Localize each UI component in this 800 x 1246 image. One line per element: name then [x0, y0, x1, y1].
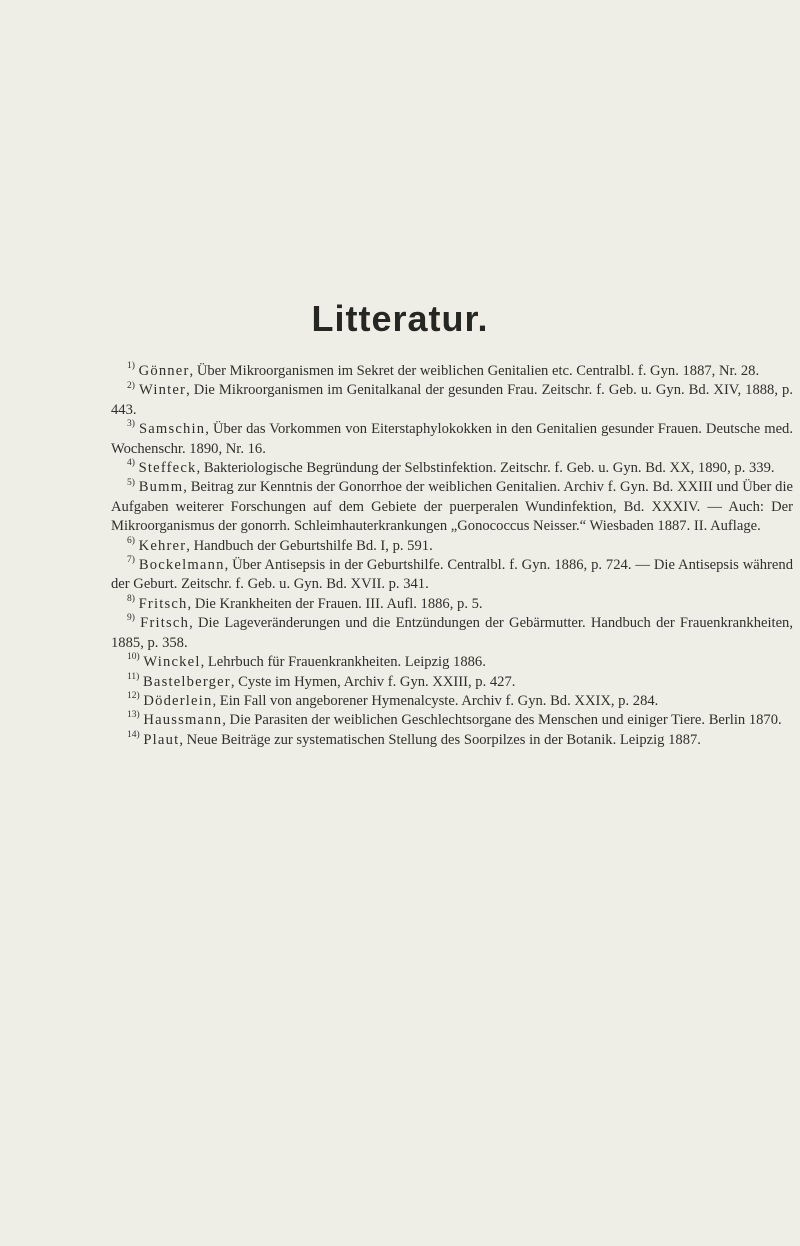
reference-item: $^{10)}$ Winckel, Lehrbuch für Frauenkrankheiten. Leipzig 1886. — [127, 652, 486, 671]
reference-text: , Die Krankheiten der Frauen. III. Aufl. 1886, p. 5. — [187, 595, 483, 612]
reference-author: Bastelberger — [142, 673, 231, 690]
reference-item: $^{5)}$ Bumm, Beitrag zur Kenntnis der Gonorrhoe der weiblichen Genitalien. Archiv f. Gyn. Bd. XXIII und Über die Aufgaben weiterer Forschungen auf dem Gebiete der puerperalen Wundinfektion, Bd. XXXIV. — Auch: Der Mikroorganismus der gonorrh. Schleimhauterkrankungen „Gonococcus Neisser.“ Wiesbaden 1887. II. Auflage. — [111, 477, 793, 535]
reference-item: $^{7)}$ Bockelmann, Über Antisepsis in der Geburtshilfe. Centralbl. f. Gyn. 1886, p. 724. — Die Antisepsis während der Geburt. Zeitschr. f. Geb. u. Gyn. Bd. XVII. p. 341. — [111, 555, 793, 593]
reference-item: $^{11)}$ Bastelberger, Cyste im Hymen, Archiv f. Gyn. XXIII, p. 427. — [127, 671, 516, 690]
reference-list — [111, 362, 793, 750]
reference-number: 2 — [127, 380, 132, 391]
reference-number: 7 — [127, 555, 132, 566]
reference-text: , Cyste im Hymen, Archiv f. Gyn. XXIII, p. 427. — [230, 673, 516, 690]
reference-item: $^{13)}$ Haussmann, Die Parasiten der weiblichen Geschlechtsorgane des Menschen und einiger Tiere. Berlin 1870. — [127, 710, 782, 729]
reference-item: $^{12)}$ Döderlein, Ein Fall von angeborener Hymenalcyste. Archiv f. Gyn. Bd. XXIX, p. 284. — [127, 691, 659, 709]
reference-text: , Die Parasiten der weiblichen Geschlechtsorgane des Menschen und einiger Tiere. Berlin 1870. — [222, 712, 782, 729]
reference-number: 1 — [127, 361, 132, 372]
reference-text: , Handbuch der Geburtshilfe Bd. I, p. 591. — [186, 537, 433, 554]
reference-author: Döderlein — [143, 692, 213, 709]
reference-number: 14 — [127, 729, 137, 740]
reference-text: , Beitrag zur Kenntnis der Gonorrhoe der weiblichen Genitalien. Archiv f. Gyn. Bd. XXIII und Über die Aufgaben weiterer Forschungen auf dem Gebiete der puerperalen Wundinfektion, Bd. XXXIV. — Auch: Der Mikroorganismus der gonorrh. Schleimhauterkrankungen „Gonococcus Neisser.“ Wiesbaden 1887. II. Auflage. — [111, 479, 793, 535]
reference-author: Fritsch — [140, 615, 190, 632]
reference-number: 3 — [127, 419, 132, 430]
reference-author: Plaut — [143, 731, 180, 748]
reference-number: 12 — [127, 691, 137, 702]
reference-item: $^{6)}$ Kehrer, Handbuch der Geburtshilfe Bd. I, p. 591. — [127, 535, 433, 554]
reference-text: , Über das Vorkommen von Eiterstaphylokokken in den Genitalien gesunder Frauen. Deutsche med. Wochenschr. 1890, Nr. 16. — [111, 421, 794, 457]
reference-author: Winckel — [143, 654, 201, 671]
reference-number: 8 — [127, 594, 132, 605]
reference-text: , Neue Beiträge zur systematischen Stellung des Soorpilzes in der Botanik. Leipzig 1887. — [179, 731, 701, 748]
reference-item: $^{1)}$ Gönner, Über Mikroorganismen im Sekret der weiblichen Genitalien etc. Centralbl. f. Gyn. 1887, Nr. 28. — [127, 361, 760, 379]
reference-item: $^{14)}$ Plaut, Neue Beiträge zur systematischen Stellung des Soorpilzes in der Botanik. Leipzig 1887. — [127, 729, 701, 748]
reference-item: $^{3)}$ Samschin, Über das Vorkommen von Eiterstaphylokokken in den Genitalien gesunder Frauen. Deutsche med. Wochenschr. 1890, Nr. 16. — [111, 419, 794, 457]
reference-author: Steffeck — [138, 460, 197, 477]
reference-author: Haussmann — [143, 712, 223, 729]
reference-text: , Über Antisepsis in der Geburtshilfe. Centralbl. f. Gyn. 1886, p. 724. — Die Antisepsis während der Geburt. Zeitschr. f. Geb. u. Gyn. Bd. XVII. p. 341. — [111, 557, 793, 593]
reference-author: Gönner — [138, 363, 190, 379]
reference-text: , Die Lageveränderungen und die Entzündungen der Gebärmutter. Handbuch der Frauenkrankheiten, 1885, p. 358. — [111, 615, 793, 651]
reference-number: 4 — [127, 458, 132, 469]
reference-item: $^{8)}$ Fritsch, Die Krankheiten der Frauen. III. Aufl. 1886, p. 5. — [127, 594, 483, 612]
reference-item: $^{9)}$ Fritsch, Die Lageveränderungen und die Entzündungen der Gebärmutter. Handbuch der Frauenkrankheiten, 1885, p. 358. — [111, 613, 793, 651]
reference-author: Samschin — [138, 421, 206, 438]
reference-author: Bockelmann — [138, 557, 225, 574]
reference-text: , Die Mikroorganismen im Genitalkanal der gesunden Frau. Zeitschr. f. Geb. u. Gyn. Bd. XIV, 1888, p. 443. — [111, 382, 793, 418]
reference-number: 11 — [127, 671, 137, 682]
reference-author: Bumm — [138, 479, 184, 496]
reference-number: 5 — [127, 477, 132, 488]
reference-item: $^{2)}$ Winter, Die Mikroorganismen im Genitalkanal der gesunden Frau. Zeitschr. f. Geb. u. Gyn. Bd. XIV, 1888, p. 443. — [111, 380, 793, 418]
reference-number: 13 — [127, 710, 137, 721]
reference-author: Kehrer — [138, 537, 187, 554]
reference-number: 6 — [127, 535, 132, 546]
reference-text: , Ein Fall von angeborener Hymenalcyste. Archiv f. Gyn. Bd. XXIX, p. 284. — [212, 692, 659, 709]
reference-author: Fritsch — [138, 595, 188, 612]
reference-text: , Über Mikroorganismen im Sekret der weiblichen Genitalien etc. Centralbl. f. Gyn. 1887, Nr. 28. — [189, 363, 760, 379]
reference-text: , Bakteriologische Begründung der Selbstinfektion. Zeitschr. f. Geb. u. Gyn. Bd. XX, 1890, p. 339. — [196, 460, 775, 477]
reference-number: 10 — [127, 652, 137, 663]
reference-item: $^{4)}$ Steffeck, Bakteriologische Begründung der Selbstinfektion. Zeitschr. f. Geb. u. Gyn. Bd. XX, 1890, p. 339. — [127, 458, 775, 477]
reference-text: , Lehrbuch für Frauenkrankheiten. Leipzig 1886. — [200, 654, 486, 671]
reference-number: 9 — [127, 613, 132, 624]
reference-author: Winter — [138, 382, 187, 399]
page-title: Litteratur. — [311, 298, 489, 339]
